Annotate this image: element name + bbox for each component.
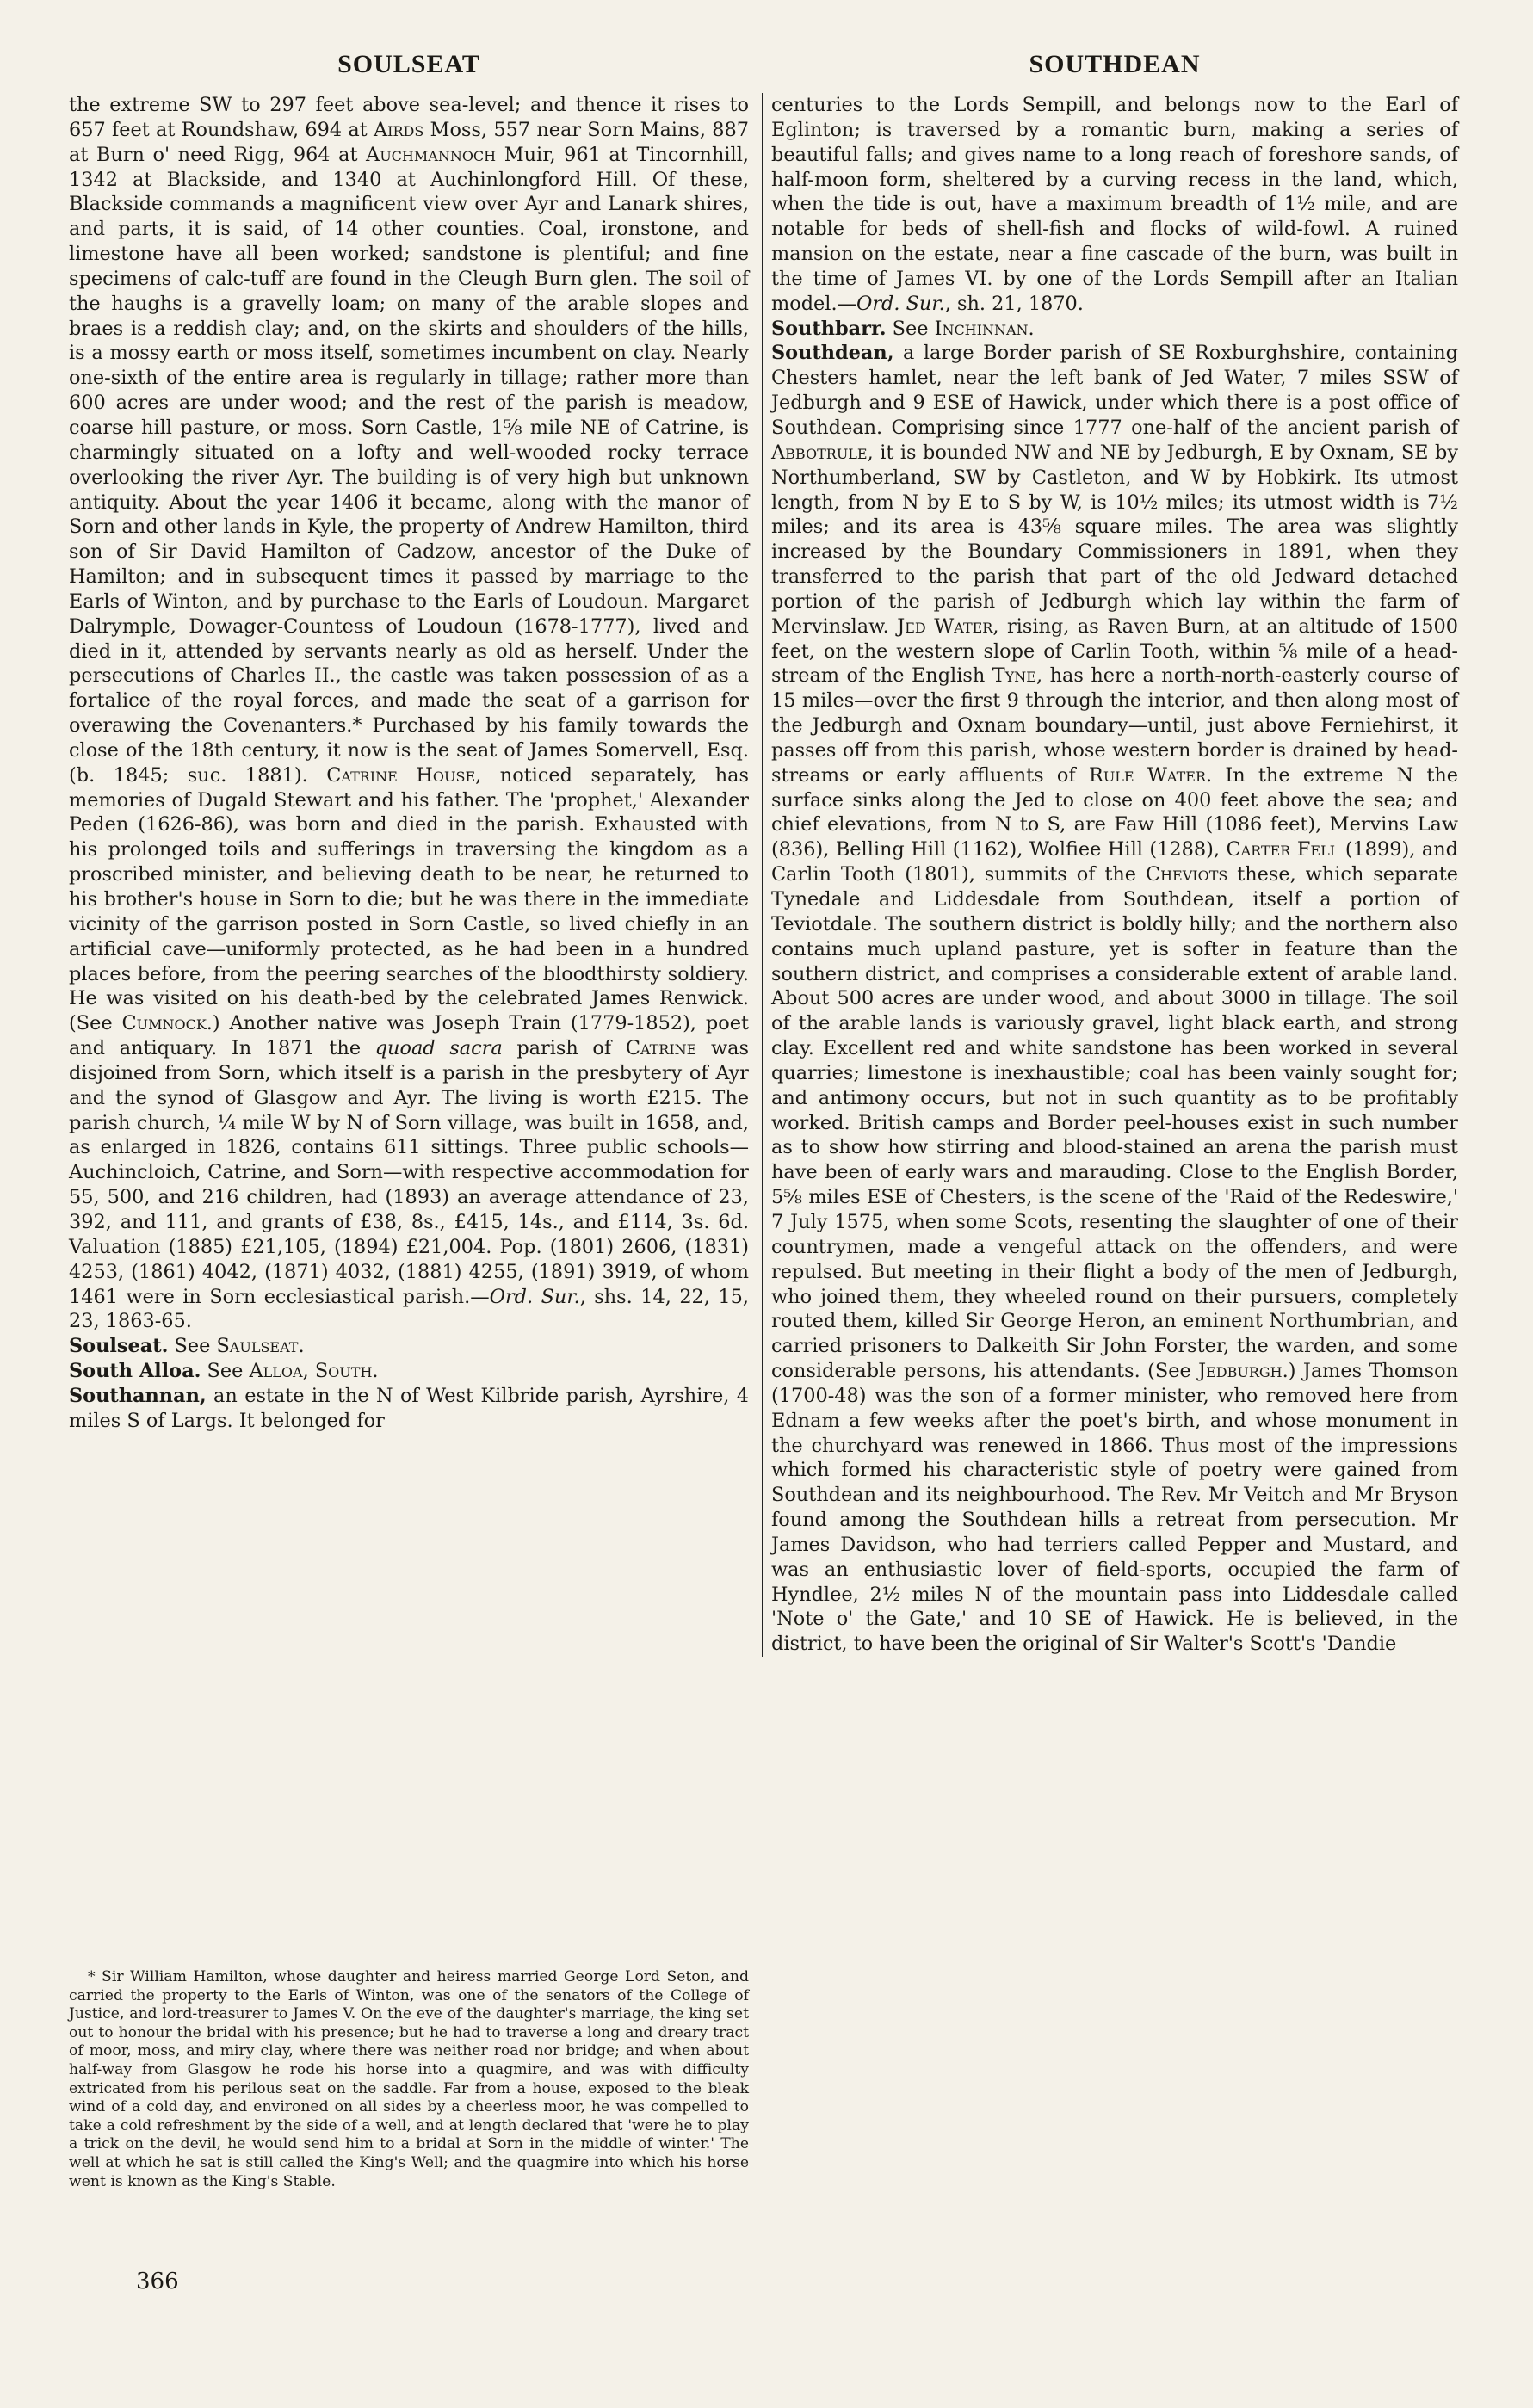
cross-ref: Jed Water bbox=[897, 614, 993, 638]
text-run: See bbox=[886, 317, 935, 340]
running-head-right: SOUTHDEAN bbox=[1029, 50, 1201, 78]
left-column bbox=[69, 93, 749, 1434]
entry-headword: Southdean, bbox=[771, 342, 894, 365]
text-run: , it is bounded NW and NE by Jedburgh, E by Oxnam, SE by Northumberland, SW by Castleton, and W by Hobkirk. Its utmost length, from N by E to S by W, is 10½ miles; its utmost width is 7½ miles; and its area is 43⅝ square miles. The area was slightly increased by the Boundary Commissioners in 1891, when they transferred to the parish that part of the old Jedward detached portion of the parish of Jedburgh which lay within the farm of Mervinslaw. bbox=[771, 441, 1458, 638]
text-run: , rising, as Raven Burn, at an altitude of 1500 feet, on the western slope of Carlin Tooth, within ⅝ mile of a head-stream of the English bbox=[771, 614, 1458, 688]
text-run: parish of bbox=[502, 1037, 626, 1060]
cross-ref: Alloa, South bbox=[249, 1360, 373, 1383]
text-run: these, which separate Tynedale and Liddesdale from Southdean, itself a portion of Teviotdale. The southern district is boldly hilly; and the northern also contains much upland pasture, yet is softer in feature than the southern district, and comprises a considerable extent of arable land. About 500 acres are under wood, and about 3000 in tillage. The soil of the arable lands is variously gravel, light black earth, and strong clay. Excellent red and white sandstone has been worked in several quarries; limestone is inexhaustible; coal has been vainly sought for; and antimony occurs, but not in such quantity as to be profitably worked. British camps and Border peel-houses exist in such number as to show how stirring and blood-stained an arena the parish must have been of early wars and marauding. Close to the English Border, 5⅝ miles ESE of Chesters, is the scene of the 'Raid of the Redeswire,' 7 July 1575, when some Scots, resenting the slaughter of one of their countrymen, made a vengeful attack on the offenders, and were repulsed. But meeting in their flight a body of the men of Jedburgh, who joined them, they wheeled round on their pursuers, completely routed them, killed Sir George Heron, an eminent Northumbrian, and carried prisoners to Dalkeith Sir John Forster, the warden, and some considerable persons, his attendants. (See bbox=[771, 863, 1458, 1383]
text-run: centuries to the Lords Sempill, and belongs now to the Earl of Eglinton; is traversed by a romantic burn, making a series of beautiful falls; and gives name to a long reach of foreshore sands, of half-moon form, sheltered by a curving recess in the land, which, when the tide is out, have a maximum breadth of 1½ mile, and are notable for beds of shell-fish and flocks of wild-fowl. A ruined mansion on the estate, near a fine cascade of the burn, was built in the time of James VI. by one of the Lords Sempill after an Italian model.— bbox=[771, 94, 1458, 315]
cross-ref: Jedburgh bbox=[1198, 1360, 1283, 1383]
cross-ref: Abbotrule bbox=[771, 441, 868, 464]
cross-ref: Auchmannoch bbox=[366, 143, 497, 166]
text-run: the extreme SW to 297 feet above sea-level; and thence it rises to 657 feet at Roundshaw, 694 at bbox=[69, 94, 749, 141]
entry-southdean bbox=[771, 341, 1458, 1657]
cross-ref: Tyne bbox=[992, 664, 1036, 688]
text-run: . bbox=[372, 1360, 379, 1383]
cross-ref: Rule Water bbox=[1088, 763, 1206, 787]
text-run: , has here a north-north-easterly course of 15 miles—over the first 9 through the interior, and then along most of the Jedburgh and Oxnam boundary—until, just above Ferniehirst, it passes off from this parish, whose western border is drained by head-streams or early affluents of bbox=[771, 664, 1458, 787]
text-run: a large Border parish of SE Roxburghshire, containing Chesters hamlet, near the left bank of Jed Water, 7 miles SSW of Jedburgh and 9 ESE of Hawick, under which there is a post office of Southdean. Comprising since 1777 one-half of the ancient parish of bbox=[771, 342, 1458, 439]
cross-ref: Cheviots bbox=[1145, 863, 1228, 886]
italic-term: quoad sacra bbox=[374, 1037, 503, 1060]
text-run: See bbox=[168, 1335, 217, 1358]
text-run: .) Another native was Joseph Train (1779-1852), poet and antiquary. In 1871 the bbox=[69, 1012, 749, 1060]
text-run: , shs. 14, 22, 15, 23, 1863-65. bbox=[69, 1285, 749, 1333]
text-run: , sh. 21, 1870. bbox=[944, 292, 1084, 315]
italic-term: Ord. Sur. bbox=[489, 1285, 580, 1308]
entry-south-alloa bbox=[69, 1359, 749, 1384]
cross-ref: Airds bbox=[373, 118, 424, 141]
text-run: was disjoined from Sorn, which itself is a parish in the presbytery of Ayr and the synod of Glasgow and Ayr. The living is worth £215. The parish church, ¼ mile W by N of Sorn village, was built in 1658, and, as enlarged in 1826, contains 611 sittings. Three public schools—Auchincloich, Catrine, and Sorn—with respective accommodation for 55, 500, and 216 children, had (1893) an average attendance of 23, 392, and 111, and grants of £38, 8s., £415, 14s., and £114, 3s. 6d. Valuation (1885) £21,105, (1894) £21,004. Pop. (1801) 2606, (1831) 4253, (1861) 4042, (1871) 4032, (1881) 4255, (1891) 3919, of whom 1461 were in Sorn ecclesiastical parish.— bbox=[69, 1037, 749, 1308]
cross-ref: Inchinnan bbox=[934, 317, 1029, 340]
italic-term: Ord. Sur. bbox=[856, 292, 945, 315]
page-number: 366 bbox=[136, 2269, 179, 2294]
cross-ref: Catrine bbox=[625, 1037, 697, 1060]
entry-headword: South Alloa. bbox=[69, 1360, 201, 1383]
cross-ref: Cumnock bbox=[121, 1012, 207, 1035]
text-run: Muir, 961 at Tincornhill, 1342 at Blackside, and 1340 at Auchinlongford Hill. Of these, Blackside commands a magnificent view over Ayr and Lanark shires, and parts, it is said, of 14 other counties. Coal, ironstone, and limestone have all been worked; sandstone is plentiful; and fine specimens of calc-tuff are found in the Cleugh Burn glen. The soil of the haughs is a gravelly loam; on many of the arable slopes and braes is a reddish clay; and, on the skirts and shoulders of the hills, is a mossy earth or moss itself, sometimes incumbent on clay. Nearly one-sixth of the entire area is regularly in tillage; rather more than 600 acres are under wood; and the rest of the parish is meadow, coarse hill pasture, or moss. Sorn Castle, 1⅝ mile NE of Catrine, is charmingly situated on a lofty and well-wooded rocky terrace overlooking the river Ayr. The building is of very high but unknown antiquity. About the year 1406 it became, along with the manor of Sorn and other lands in Kyle, the property of Andrew Hamilton, third son of Sir David Hamilton of Cadzow, ancestor of the Duke of Hamilton; and in subsequent times it passed by marriage to the Earls of Winton, and by purchase to the Earls of Loudoun. Margaret Dalrymple, Dowager-Countess of Loudoun (1678-1777), lived and died in it, attended by servants nearly as old as herself. Under the persecutions of Charles II., the castle was taken possession of as a fortalice of the royal forces, and made the seat of a garrison for overawing the Covenanters.* Purchased by his family towards the close of the 18th century, it now is the seat of James Somervell, Esq. (b. 1845; suc. 1881). bbox=[69, 143, 749, 787]
cross-ref: Catrine House bbox=[326, 763, 476, 787]
entry-headword: Southbarr. bbox=[771, 317, 887, 340]
text-run: See bbox=[201, 1360, 250, 1383]
text-run: (1899), and Carlin Tooth (1801), summits of the bbox=[771, 838, 1458, 886]
footnote bbox=[69, 1968, 749, 2191]
entry-southbarr bbox=[771, 317, 1458, 342]
text-run: .) James Thomson (1700-48) was the son of a former minister, who removed here from Ednam a few weeks after the poet's birth, and whose monument in the churchyard was renewed in 1866. Thus most of the impressions which formed his characteristic style of poetry were gained from Southdean and its neighbourhood. The Rev. Mr Veitch and Mr Bryson found among the Southdean hills a retreat from persecution. Mr James Davidson, who had terriers called Pepper and Mustard, and was an enthusiastic lover of field-sports, occupied the farm of Hyndlee, 2½ miles N of the mountain pass into Liddesdale called 'Note o' the Gate,' and 10 SE of Hawick. He is believed, in the district, to have been the original of Sir Walter's Scott's 'Dandie bbox=[771, 1360, 1459, 1656]
text-run: . bbox=[1028, 317, 1035, 340]
text-run: , noticed separately, has memories of Dugald Stewart and his father. The 'prophet,' Alexander Peden (1626-86), was born and died in the parish. Exhausted with his prolonged toils and sufferings in traversing the kingdom as a proscribed minister, and believing death to be near, he returned to his brother's house in Sorn to die; but he was there in the immediate vicinity of the garrison posted in Sorn Castle, so lived chiefly in an artificial cave—uniformly protected, as he had been in a hundred places before, from the peering searches of the bloodthirsty soldiery. He was visited on his death-bed by the celebrated James Renwick. (See bbox=[69, 763, 749, 1035]
right-column bbox=[762, 93, 1458, 1657]
text-run: . In the extreme N the surface sinks along the Jed to close on 400 feet above the sea; and chief elevations, from N to S, are Faw Hill (1086 feet), Mervins Law (836), Belling Hill (1162), Wolfiee Hill (1288), bbox=[771, 763, 1459, 861]
sorn-parish-continuation bbox=[69, 93, 749, 1334]
cross-ref: Saulseat bbox=[216, 1335, 299, 1358]
cross-ref: Carter Fell bbox=[1226, 838, 1339, 861]
entry-soulseat bbox=[69, 1334, 749, 1359]
entry-headword: Southannan, bbox=[69, 1384, 207, 1407]
running-head-left: SOULSEAT bbox=[337, 50, 480, 78]
text-run: an estate in the N of West Kilbride parish, Ayrshire, 4 miles S of Largs. It belonged for bbox=[69, 1384, 749, 1432]
southannan-continuation bbox=[771, 93, 1458, 317]
footnote-text: * Sir William Hamilton, whose daughter and heiress married George Lord Seton, and carried the property to the Earls of Winton, was one of the senators of the College of Justice, and lord-treasurer to James V. On the eve of the daughter's marriage, the king set out to honour the bridal with his presence; but he had to traverse a long and dreary tract of moor, moss, and miry clay, where there was neither road nor bridge; and when about half-way from Glasgow he rode his horse into a quagmire, and was with difficulty extricated from his perilous seat on the saddle. Far from a house, exposed to the bleak wind of a cold day, and environed on all sides by a cheerless moor, he was compelled to take a cold refreshment by the side of a well, and at length declared that 'were he to play a trick on the devil, he would send him to a bridal at Sorn in the middle of winter.' The well at which he sat is still called the King's Well; and the quagmire into which his horse went is known as the King's Stable. bbox=[69, 1968, 749, 2190]
text-run: . bbox=[298, 1335, 305, 1358]
entry-southannan bbox=[69, 1384, 749, 1434]
text-run: Moss, 557 near Sorn Mains, 887 at Burn o' need Rigg, 964 at bbox=[69, 118, 749, 166]
entry-headword: Soulseat. bbox=[69, 1335, 169, 1358]
